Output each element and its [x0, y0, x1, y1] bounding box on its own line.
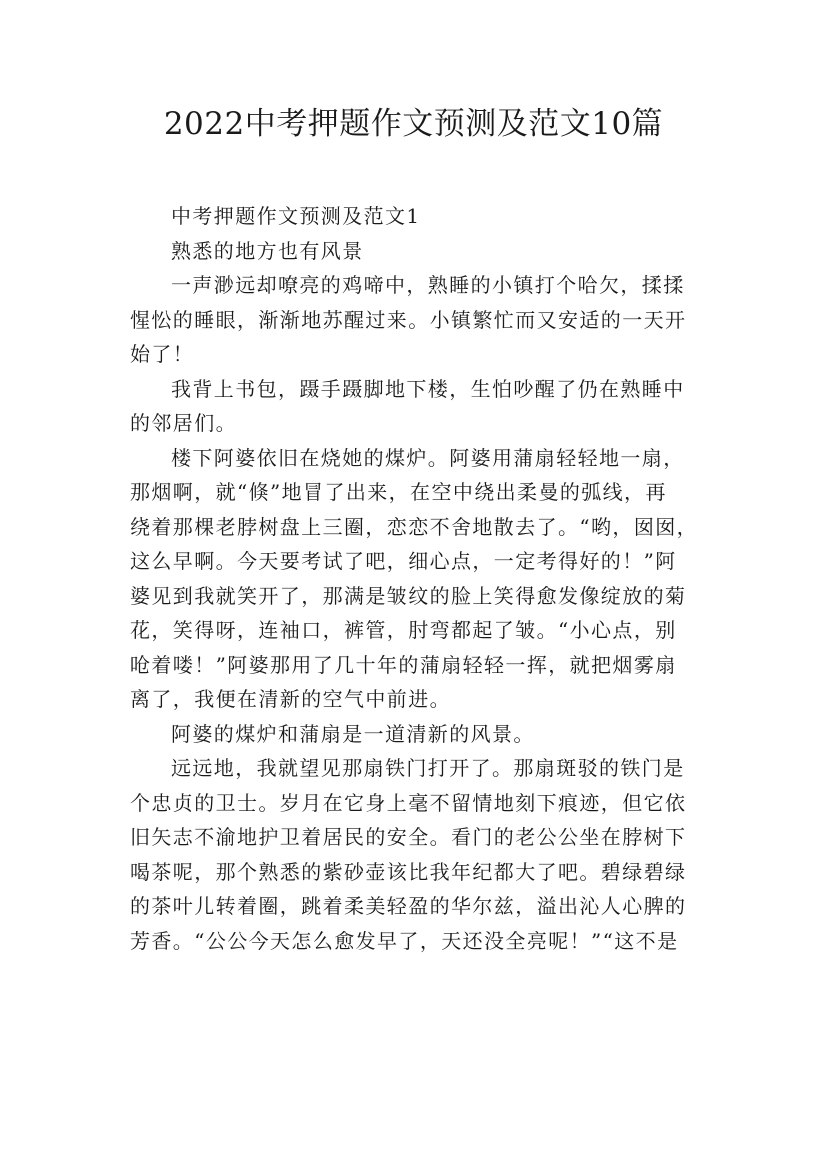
paragraph-line: 那烟啊，就“倏”地冒了出来，在空中绕出柔曼的弧线，再 [130, 480, 667, 504]
paragraph-line: 离了，我便在清新的空气中前进。 [130, 687, 451, 711]
paragraph-line: 的茶叶儿转着圈，跳着柔美轻盈的华尔兹，溢出沁人心脾的 [130, 894, 687, 918]
paragraph-line: 花，笑得呀，连袖口，裤管，肘弯都起了皱。“小心点，别 [130, 618, 677, 642]
paragraph-line: 这么早啊。今天要考试了吧，细心点，一定考得好的！”阿 [130, 549, 677, 573]
paragraph-line: 惺忪的睡眼，渐渐地苏醒过来。小镇繁忙而又安适的一天开 [130, 307, 687, 332]
paragraph-line: 楼下阿婆依旧在烧她的煤炉。阿婆用蒲扇轻轻地一扇， [171, 445, 685, 470]
paragraph-line: 熟悉的地方也有风景 [171, 238, 364, 263]
paragraph-line: 中考押题作文预测及范文1 [171, 204, 421, 228]
paragraph-line: 一声渺远却嘹亮的鸡啼中，熟睡的小镇打个哈欠，揉揉 [171, 273, 685, 297]
paragraph-line: 呛着喽！”阿婆那用了几十年的蒲扇轻轻一挥，就把烟雾扇 [130, 652, 677, 677]
document-body [130, 199, 710, 958]
paragraph-line: 喝茶呢，那个熟悉的紫砂壶该比我年纪都大了吧。碧绿碧绿 [130, 859, 687, 884]
paragraph-line: 的邻居们。 [130, 411, 237, 435]
paragraph-line: 我背上书包，蹑手蹑脚地下楼，生怕吵醒了仍在熟睡中 [171, 376, 685, 401]
paragraph-line: 婆见到我就笑开了，那满是皱纹的脸上笑得愈发像绽放的菊 [130, 583, 687, 608]
paragraph-line: 始了！ [130, 342, 195, 366]
paragraph-line: 绕着那棵老脖树盘上三圈，恋恋不舍地散去了。“哟，囡囡， [130, 514, 699, 539]
paragraph-line: 芳香。“公公今天怎么愈发早了，天还没全亮呢！”“这不是 [130, 928, 679, 953]
paragraph-line: 远远地，我就望见那扇铁门打开了。那扇斑驳的铁门是 [171, 756, 685, 780]
paragraph-line: 旧矢志不渝地护卫着居民的安全。看门的老公公坐在脖树下 [130, 825, 687, 849]
paragraph-line: 个忠贞的卫士。岁月在它身上毫不留情地刻下痕迹，但它依 [130, 790, 687, 815]
paragraph-line: 阿婆的煤炉和蒲扇是一道清新的风景。 [171, 721, 535, 746]
document-title: 2022中考押题作文预测及范文10篇 [163, 106, 664, 142]
